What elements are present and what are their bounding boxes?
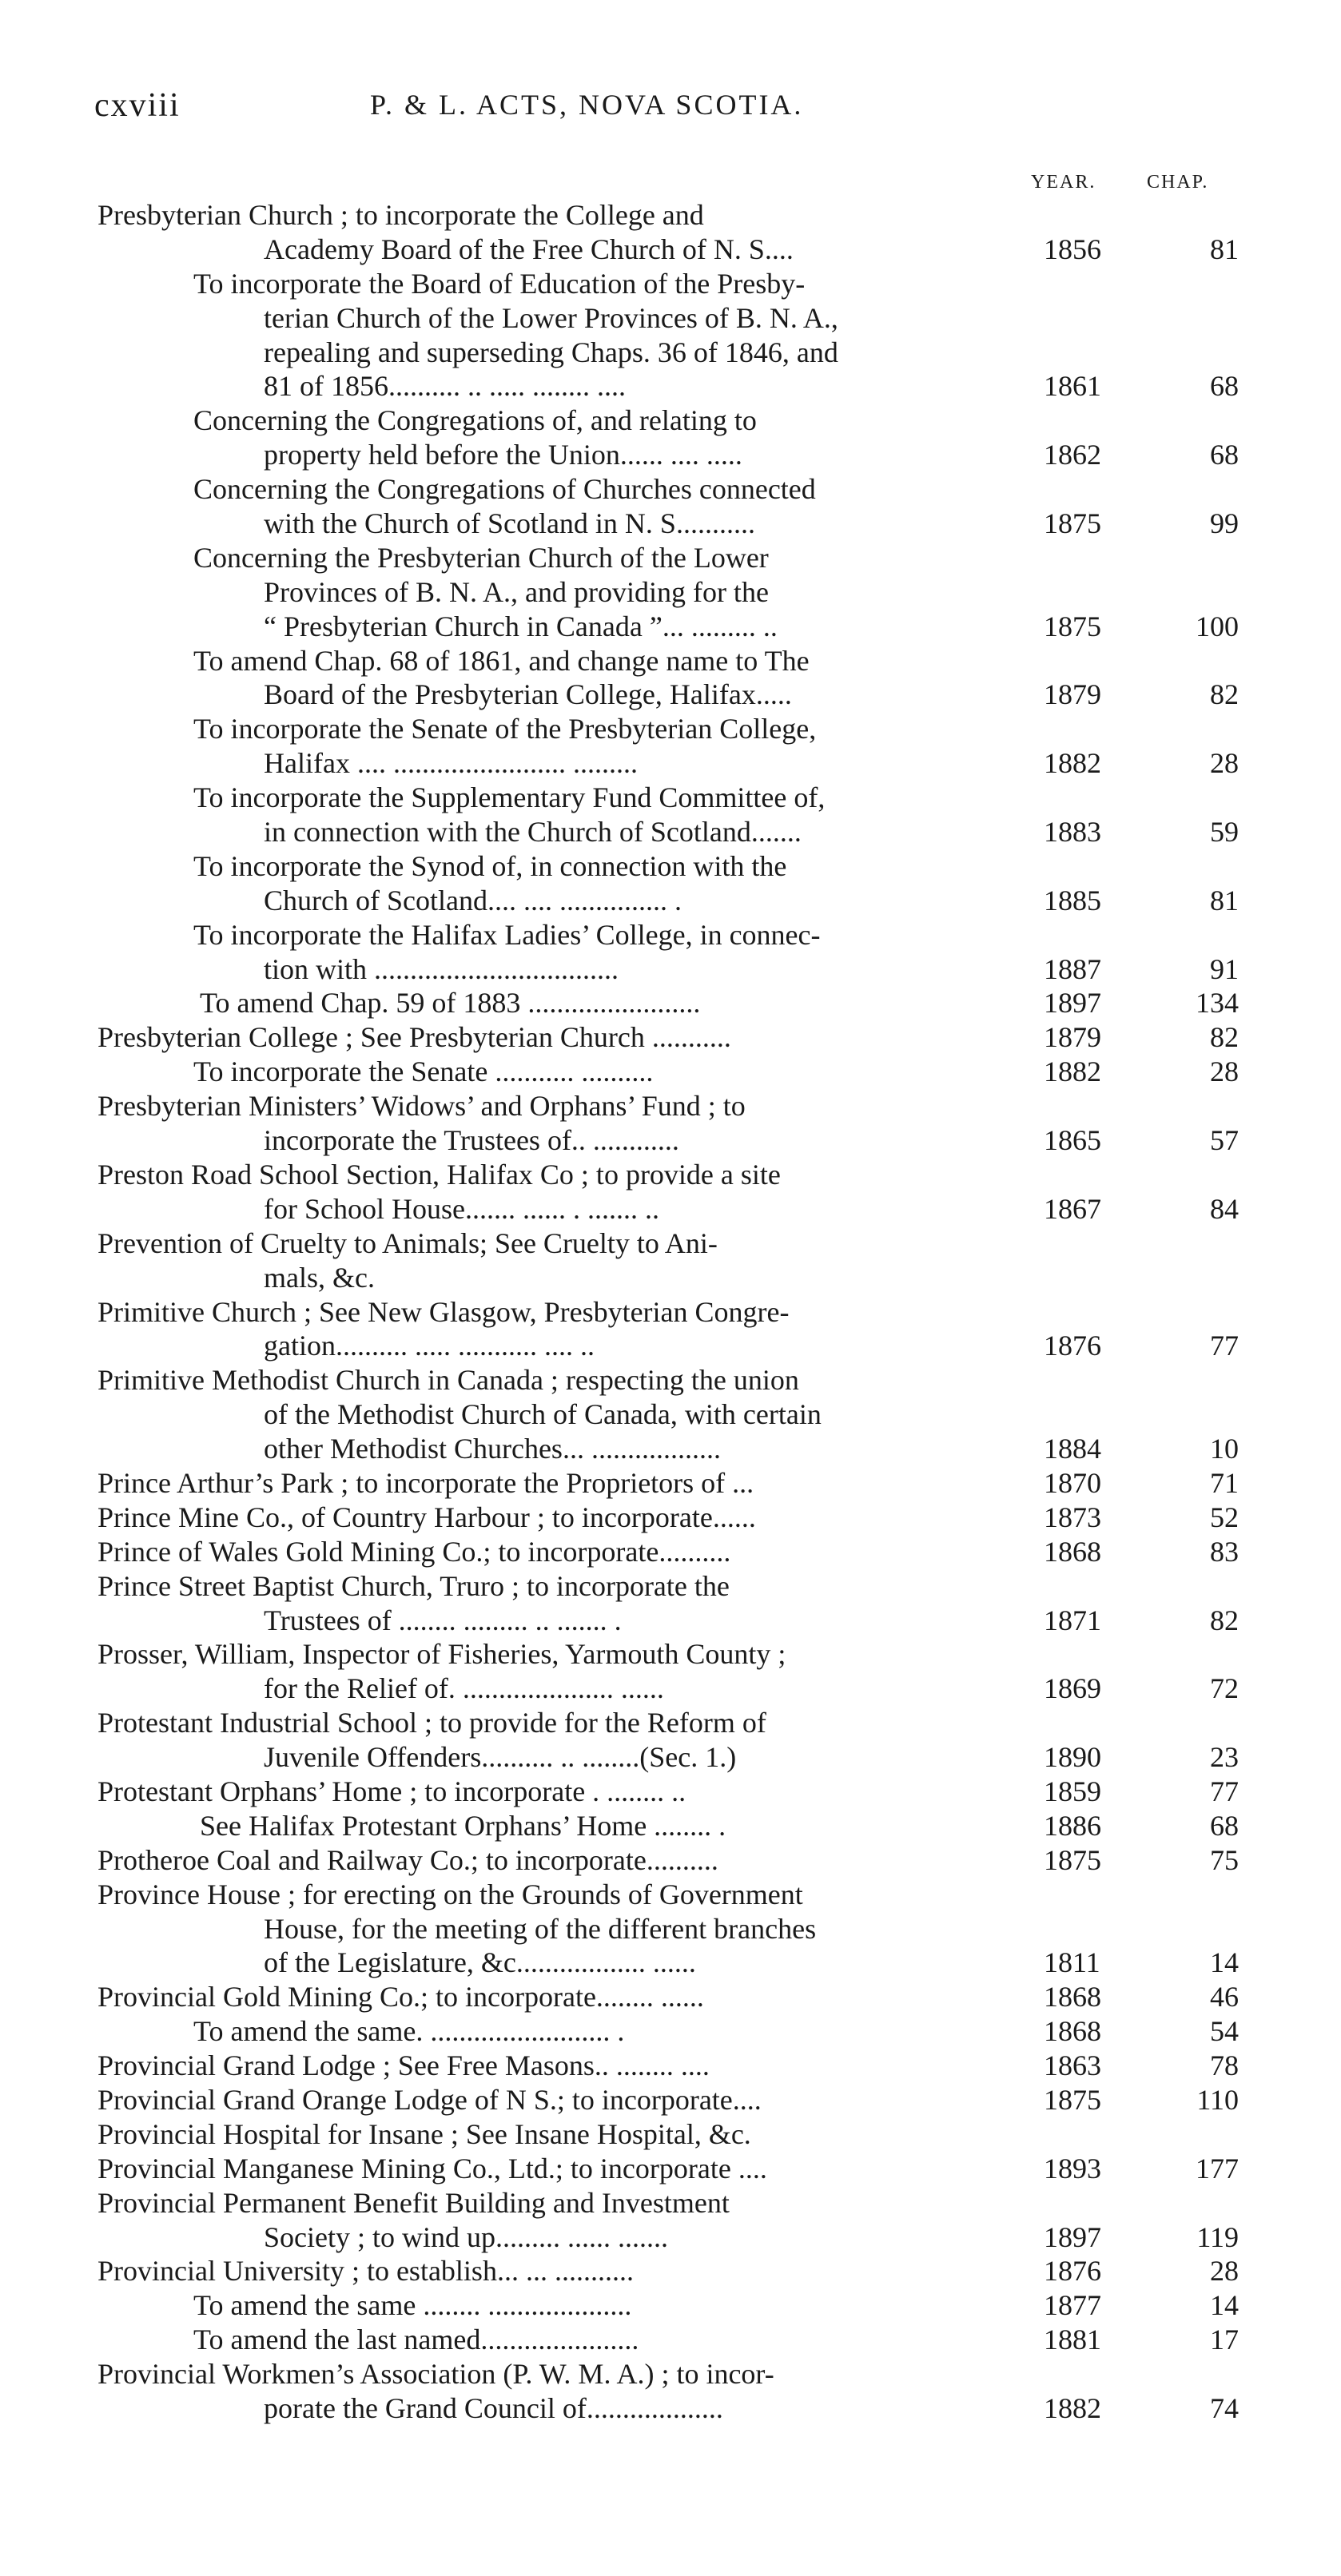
entry-chapter: 72 bbox=[1210, 1672, 1239, 1705]
entry-year: 1863 bbox=[1044, 2049, 1101, 2082]
entry-chapter: 23 bbox=[1210, 1741, 1239, 1774]
index-line bbox=[0, 2152, 1341, 2186]
entry-chapter: 59 bbox=[1210, 816, 1239, 849]
entry-year: 1879 bbox=[1044, 1021, 1101, 1054]
entry-text: To incorporate the Senate of the Presbyterian College, bbox=[193, 713, 817, 745]
entry-year: 1862 bbox=[1044, 439, 1101, 471]
entry-text: Juvenile Offenders.......... .. ........(Sec. 1.) bbox=[264, 1741, 737, 1774]
entry-text: Provincial Grand Lodge ; See Free Masons.. ........ .... bbox=[97, 2049, 710, 2082]
entry-text: Concerning the Presbyterian Church of the Lower bbox=[193, 541, 769, 574]
entry-chapter: 17 bbox=[1210, 2324, 1239, 2356]
entry-text: Provincial Workmen’s Association (P. W. M. A.) ; to incor- bbox=[97, 2358, 774, 2391]
index-line bbox=[0, 1980, 1341, 2014]
entry-text: Protestant Orphans’ Home ; to incorporate . ........ .. bbox=[97, 1775, 686, 1807]
index-line bbox=[0, 2357, 1341, 2391]
index-line bbox=[0, 198, 1341, 233]
entry-year: 1875 bbox=[1044, 1843, 1101, 1876]
entry-year: 1876 bbox=[1044, 1330, 1101, 1362]
entry-text: Provincial Gold Mining Co.; to incorporate........ ...... bbox=[97, 1981, 704, 2013]
entry-text: of the Methodist Church of Canada, with certain bbox=[264, 1398, 822, 1431]
entry-text: Primitive Methodist Church in Canada ; respecting the union bbox=[97, 1364, 799, 1397]
entry-text: with the Church of Scotland in N. S........... bbox=[264, 507, 755, 540]
index-line bbox=[0, 1466, 1341, 1501]
entry-text: Protheroe Coal and Railway Co.; to incorporate.......... bbox=[97, 1843, 718, 1876]
entry-text: Preston Road School Section, Halifax Co ; to provide a site bbox=[97, 1158, 781, 1191]
entry-year: 1883 bbox=[1044, 816, 1101, 849]
entry-year: 1877 bbox=[1044, 2289, 1101, 2322]
entry-year: 1868 bbox=[1044, 2015, 1101, 2048]
entry-year: 1881 bbox=[1044, 2324, 1101, 2356]
entry-year: 1867 bbox=[1044, 1192, 1101, 1225]
entry-chapter: 68 bbox=[1210, 1809, 1239, 1842]
index-line bbox=[0, 2186, 1341, 2220]
entry-chapter: 74 bbox=[1210, 2392, 1239, 2424]
entry-text: To amend Chap. 59 of 1883 ........................ bbox=[200, 987, 701, 1020]
entry-text: repealing and superseding Chaps. 36 of 1846, and bbox=[264, 336, 838, 368]
index-line bbox=[0, 1055, 1341, 1089]
entry-text: Provincial Grand Orange Lodge of N S.; to incorporate.... bbox=[97, 2083, 762, 2116]
entry-text: Prince Mine Co., of Country Harbour ; to incorporate...... bbox=[97, 1501, 756, 1533]
entry-text: Board of the Presbyterian College, Halifax..... bbox=[264, 678, 792, 711]
index-line bbox=[0, 2288, 1341, 2323]
entry-chapter: 177 bbox=[1196, 2152, 1239, 2184]
index-line bbox=[0, 918, 1341, 952]
index-line bbox=[0, 1946, 1341, 1980]
entry-chapter: 81 bbox=[1210, 884, 1239, 916]
entry-chapter: 82 bbox=[1210, 1021, 1239, 1054]
entry-chapter: 78 bbox=[1210, 2049, 1239, 2082]
entry-text: porate the Grand Council of................... bbox=[264, 2392, 723, 2424]
entry-chapter: 10 bbox=[1210, 1433, 1239, 1465]
entry-text: To incorporate the Board of Education of the Presby- bbox=[193, 267, 806, 300]
entry-chapter: 77 bbox=[1210, 1330, 1239, 1362]
entry-text: Trustees of ........ ......... .. ....... . bbox=[264, 1604, 622, 1636]
entry-text: tion with .................................. bbox=[264, 952, 619, 985]
entry-chapter: 100 bbox=[1196, 610, 1239, 642]
entry-chapter: 81 bbox=[1210, 233, 1239, 265]
index-line bbox=[0, 1637, 1341, 1672]
page-header bbox=[94, 86, 1229, 134]
index-entries bbox=[0, 198, 1341, 2426]
entry-chapter: 99 bbox=[1210, 507, 1239, 540]
entry-chapter: 52 bbox=[1210, 1501, 1239, 1533]
entry-year: 1861 bbox=[1044, 370, 1101, 403]
year-column-header: YEAR. bbox=[1031, 172, 1096, 193]
entry-year: 1875 bbox=[1044, 2083, 1101, 2116]
entry-text: mals, &c. bbox=[264, 1261, 375, 1294]
index-line bbox=[0, 1775, 1341, 1809]
entry-text: Society ; to wind up......... ...... ....... bbox=[264, 2220, 668, 2253]
index-line bbox=[0, 575, 1341, 610]
index-line bbox=[0, 2014, 1341, 2049]
entry-text: Prince Street Baptist Church, Truro ; to incorporate the bbox=[97, 1569, 730, 1602]
index-line bbox=[0, 1192, 1341, 1226]
index-line bbox=[0, 1226, 1341, 1261]
index-line bbox=[0, 336, 1341, 370]
entry-chapter: 134 bbox=[1196, 987, 1239, 1020]
entry-year: 1873 bbox=[1044, 1501, 1101, 1533]
entry-year: 1875 bbox=[1044, 507, 1101, 540]
index-line bbox=[0, 815, 1341, 849]
index-line bbox=[0, 1261, 1341, 1295]
entry-year: 1856 bbox=[1044, 233, 1101, 265]
index-line bbox=[0, 1912, 1341, 1946]
entry-text: To amend Chap. 68 of 1861, and change name to The bbox=[193, 644, 810, 677]
entry-text: Provinces of B. N. A., and providing for the bbox=[264, 575, 769, 608]
index-line bbox=[0, 644, 1341, 678]
entry-text: of the Legislature, &c.................. ...... bbox=[264, 1946, 696, 1979]
index-line bbox=[0, 1569, 1341, 1604]
entry-year: 1897 bbox=[1044, 987, 1101, 1020]
entry-text: Presbyterian Ministers’ Widows’ and Orphans’ Fund ; to bbox=[97, 1090, 746, 1123]
index-line bbox=[0, 1397, 1341, 1432]
entry-text: To amend the same. ......................... . bbox=[193, 2015, 625, 2048]
entry-text: Provincial Permanent Benefit Building and Investment bbox=[97, 2186, 730, 2219]
entry-text: in connection with the Church of Scotland....... bbox=[264, 816, 802, 849]
entry-chapter: 68 bbox=[1210, 370, 1239, 403]
index-line bbox=[0, 1363, 1341, 1397]
index-line bbox=[0, 1604, 1341, 1638]
entry-text: To incorporate the Supplementary Fund Committee of, bbox=[193, 781, 826, 814]
entry-text: Prince of Wales Gold Mining Co.; to incorporate.......... bbox=[97, 1535, 731, 1568]
index-line bbox=[0, 1878, 1341, 1912]
index-line bbox=[0, 2220, 1341, 2255]
entry-chapter: 83 bbox=[1210, 1535, 1239, 1568]
running-title: P. & L. ACTS, NOVA SCOTIA. bbox=[370, 89, 804, 121]
entry-year: 1868 bbox=[1044, 1535, 1101, 1568]
entry-year: 1882 bbox=[1044, 747, 1101, 780]
entry-chapter: 71 bbox=[1210, 1466, 1239, 1499]
entry-text: other Methodist Churches... .................. bbox=[264, 1433, 721, 1465]
entry-chapter: 119 bbox=[1196, 2220, 1239, 2253]
index-line bbox=[0, 610, 1341, 644]
entry-text: Church of Scotland.... .... ............... . bbox=[264, 884, 682, 916]
entry-year: 1875 bbox=[1044, 610, 1101, 642]
index-line bbox=[0, 1706, 1341, 1740]
entry-text: To incorporate the Halifax Ladies’ College, in connec- bbox=[193, 918, 821, 951]
index-line bbox=[0, 2083, 1341, 2117]
entry-text: House, for the meeting of the different branches bbox=[264, 1912, 817, 1945]
page-number: cxviii bbox=[94, 87, 181, 124]
entry-chapter: 82 bbox=[1210, 1604, 1239, 1636]
entry-text: Prosser, William, Inspector of Fisheries, Yarmouth County ; bbox=[97, 1638, 786, 1671]
entry-year: 1876 bbox=[1044, 2255, 1101, 2288]
index-line bbox=[0, 1432, 1341, 1466]
entry-text: Prince Arthur’s Park ; to incorporate the Proprietors of ... bbox=[97, 1466, 754, 1499]
entry-text: To incorporate the Synod of, in connection with the bbox=[193, 849, 787, 882]
index-line bbox=[0, 438, 1341, 472]
entry-text: To amend the last named...................... bbox=[193, 2324, 639, 2356]
index-line bbox=[0, 472, 1341, 507]
index-line bbox=[0, 678, 1341, 712]
index-line bbox=[0, 781, 1341, 815]
index-line bbox=[0, 1123, 1341, 1158]
entry-chapter: 46 bbox=[1210, 1981, 1239, 2013]
index-line bbox=[0, 849, 1341, 884]
entry-chapter: 75 bbox=[1210, 1843, 1239, 1876]
entry-year: 1859 bbox=[1044, 1775, 1101, 1807]
index-line bbox=[0, 403, 1341, 438]
entry-text: Protestant Industrial School ; to provide for the Reform of bbox=[97, 1707, 766, 1739]
index-line bbox=[0, 541, 1341, 575]
entry-text: To incorporate the Senate ........... .......... bbox=[193, 1055, 654, 1088]
entry-year: 1811 bbox=[1044, 1946, 1100, 1979]
entry-chapter: 14 bbox=[1210, 2289, 1239, 2322]
entry-year: 1882 bbox=[1044, 1055, 1101, 1088]
entry-year: 1897 bbox=[1044, 2220, 1101, 2253]
entry-text: Concerning the Congregations of Churches connected bbox=[193, 473, 816, 506]
index-line bbox=[0, 1809, 1341, 1843]
entry-text: Prevention of Cruelty to Animals; See Cruelty to Ani- bbox=[97, 1226, 718, 1259]
entry-year: 1887 bbox=[1044, 952, 1101, 985]
entry-year: 1871 bbox=[1044, 1604, 1101, 1636]
entry-year: 1879 bbox=[1044, 678, 1101, 711]
index-line bbox=[0, 712, 1341, 746]
entry-text: incorporate the Trustees of.. ............ bbox=[264, 1124, 679, 1157]
index-line bbox=[0, 1535, 1341, 1569]
entry-text: Province House ; for erecting on the Grounds of Government bbox=[97, 1878, 803, 1910]
entry-chapter: 68 bbox=[1210, 439, 1239, 471]
index-line bbox=[0, 267, 1341, 301]
entry-chapter: 91 bbox=[1210, 952, 1239, 985]
entry-year: 1884 bbox=[1044, 1433, 1101, 1465]
entry-year: 1893 bbox=[1044, 2152, 1101, 2184]
index-line bbox=[0, 952, 1341, 987]
entry-chapter: 82 bbox=[1210, 678, 1239, 711]
entry-text: Presbyterian Church ; to incorporate the College and bbox=[97, 199, 704, 231]
entry-text: Halifax .... ........................ ......... bbox=[264, 747, 638, 780]
index-line bbox=[0, 369, 1341, 403]
entry-text: Academy Board of the Free Church of N. S.... bbox=[264, 233, 794, 265]
entry-chapter: 84 bbox=[1210, 1192, 1239, 1225]
index-line bbox=[0, 2391, 1341, 2426]
entry-year: 1885 bbox=[1044, 884, 1101, 916]
index-line bbox=[0, 1501, 1341, 1535]
entry-year: 1865 bbox=[1044, 1124, 1101, 1157]
entry-year: 1869 bbox=[1044, 1672, 1101, 1705]
entry-text: Provincial Manganese Mining Co., Ltd.; to incorporate .... bbox=[97, 2152, 767, 2184]
entry-text: See Halifax Protestant Orphans’ Home ........ . bbox=[200, 1809, 726, 1842]
entry-text: for School House....... ...... . ....... .. bbox=[264, 1192, 659, 1225]
entry-year: 1886 bbox=[1044, 1809, 1101, 1842]
entry-text: gation.......... ..... ........... .... .. bbox=[264, 1330, 595, 1362]
chap-column-header: CHAP. bbox=[1147, 172, 1209, 193]
index-line bbox=[0, 1020, 1341, 1055]
entry-chapter: 54 bbox=[1210, 2015, 1239, 2048]
index-line bbox=[0, 1089, 1341, 1123]
index-line bbox=[0, 1295, 1341, 1330]
index-line bbox=[0, 1740, 1341, 1775]
entry-chapter: 28 bbox=[1210, 1055, 1239, 1088]
index-line bbox=[0, 2254, 1341, 2288]
index-line bbox=[0, 1158, 1341, 1192]
index-line bbox=[0, 2049, 1341, 2083]
index-line bbox=[0, 2117, 1341, 2152]
entry-text: “ Presbyterian Church in Canada ”... ......... .. bbox=[264, 610, 778, 642]
entry-chapter: 110 bbox=[1196, 2083, 1239, 2116]
index-line bbox=[0, 2323, 1341, 2357]
index-line bbox=[0, 986, 1341, 1020]
entry-text: Provincial Hospital for Insane ; See Insane Hospital, &c. bbox=[97, 2117, 751, 2150]
entry-text: To amend the same ........ .................... bbox=[193, 2289, 632, 2322]
entry-text: Presbyterian College ; See Presbyterian Church ........... bbox=[97, 1021, 731, 1054]
entry-text: Provincial University ; to establish... ... ........... bbox=[97, 2255, 634, 2288]
entry-text: for the Relief of. ..................... ...... bbox=[264, 1672, 664, 1705]
index-line bbox=[0, 507, 1341, 541]
entry-year: 1870 bbox=[1044, 1466, 1101, 1499]
entry-chapter: 28 bbox=[1210, 2255, 1239, 2288]
entry-text: terian Church of the Lower Provinces of B. N. A., bbox=[264, 301, 838, 334]
entry-text: Primitive Church ; See New Glasgow, Presbyterian Congre- bbox=[97, 1295, 790, 1328]
entry-text: 81 of 1856.......... .. ..... ........ .... bbox=[264, 370, 626, 403]
entry-chapter: 28 bbox=[1210, 747, 1239, 780]
entry-year: 1890 bbox=[1044, 1741, 1101, 1774]
index-line bbox=[0, 1843, 1341, 1878]
entry-chapter: 77 bbox=[1210, 1775, 1239, 1807]
index-line bbox=[0, 884, 1341, 918]
index-line bbox=[0, 1672, 1341, 1706]
entry-chapter: 14 bbox=[1210, 1946, 1239, 1979]
entry-text: property held before the Union...... .... ..... bbox=[264, 439, 742, 471]
entry-year: 1882 bbox=[1044, 2392, 1101, 2424]
index-line bbox=[0, 1329, 1341, 1363]
index-line bbox=[0, 746, 1341, 781]
entry-text: Concerning the Congregations of, and relating to bbox=[193, 404, 757, 437]
index-line bbox=[0, 233, 1341, 267]
entry-chapter: 57 bbox=[1210, 1124, 1239, 1157]
entry-year: 1868 bbox=[1044, 1981, 1101, 2013]
index-line bbox=[0, 301, 1341, 336]
